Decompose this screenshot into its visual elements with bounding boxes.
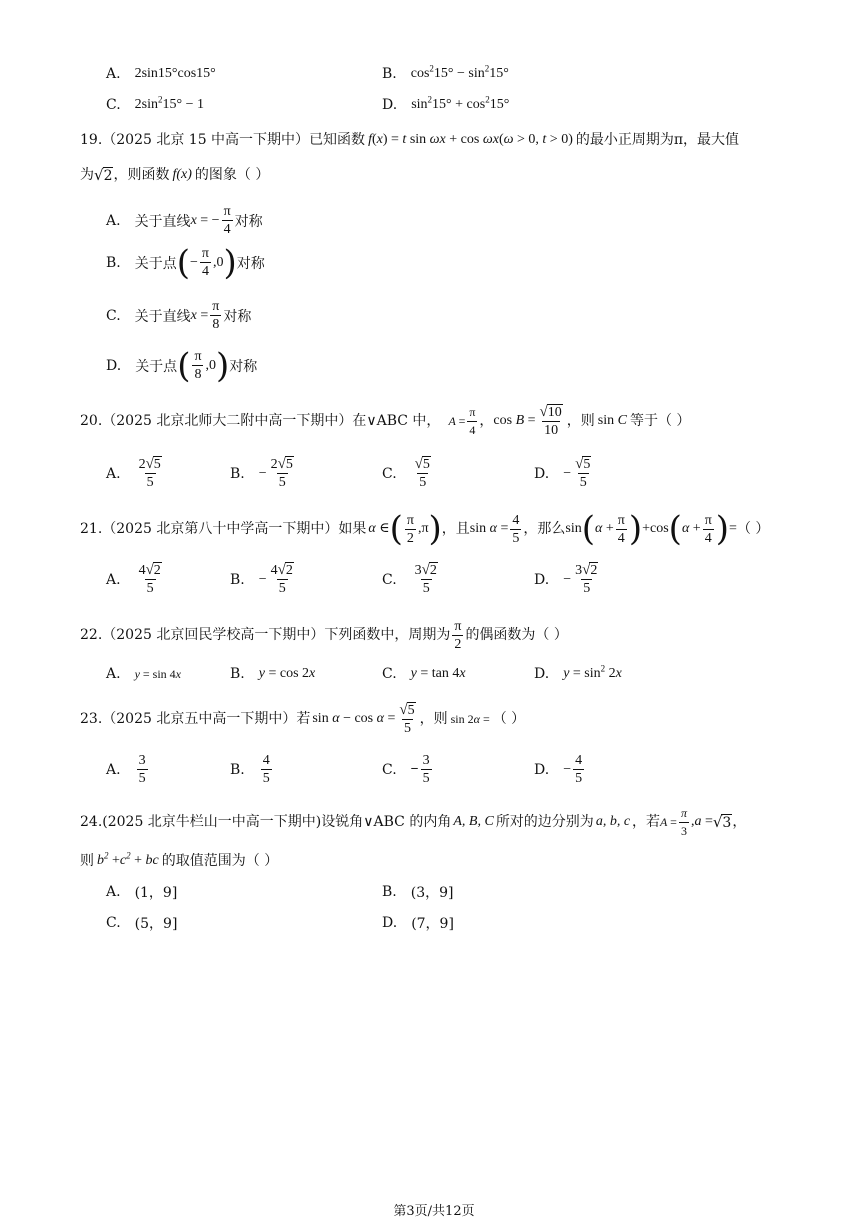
q18-option-b-text: $\cos^215^\circ - \sin^215^\circ$ [410,63,509,81]
q21-option-b: B. − 4 √ 2 5 [230,562,298,597]
q23-option-a: A. $\frac{3}{5}$ [106,753,146,786]
q21-option-d: D. − 3 √ 2 5 [534,562,602,597]
q24-angles: A, B, C [453,814,494,829]
q19-option-a-math: x = − [190,212,220,228]
q18-option-a-text: 2sin15°cos15° [134,66,216,81]
q20-cond1: A = [448,414,466,428]
q21-stem: 21. （2025 北京第八十中学高一下期中） 如果 α ∈ ( $\frac{\pi}{2}$ ,π ) ，且 sin α = $\frac{4}{5}$ ，那么 sin ( α + $\frac{\pi}{4}$ ) +cos ( α + $\frac{\pi}{4}$ ) = （ ） [80,509,770,549]
q21-option-d-math: 3 √ 2 5 [575,562,598,596]
q19-stem-line1: 19. （2025 北京 15 中高一下期中） 已知函数 f(x) = t sin ωx + cos ωx(ω > 0, t > 0) 的最小正周期为π，最大值 [80,132,740,148]
q20-option-c: C. √ 5 5 [382,456,435,491]
q20-option-d-math: √ 5 5 [575,456,591,490]
q21-cond1: α ∈ [368,521,390,536]
q19-option-d: D. 关于点 ( $\frac{\pi}{8}$ ,0 ) 对称 [106,345,258,386]
q22-option-a: A. y = sin 4x [106,666,181,682]
q21-option-a: A. 4 √ 2 5 [106,562,166,597]
q21-expr: sin [565,521,582,536]
q24-option-d: D. (7，9] [382,915,454,932]
q19-max-value: √ 2 [94,165,113,184]
q19-option-b: B. 关于点 ( − $\frac{\pi}{4}$ ,0 ) 对称 [106,242,265,283]
q18-option-c: C. $2\sin^215^\circ - 1$ [106,94,205,113]
q19-option-c-math: x = [190,307,209,323]
q19-function: f(x) = t sin ωx + cos ωx(ω > 0, t > 0) [368,132,573,147]
q20-option-b-math: 2 √ 5 5 [270,456,293,490]
q21-option-a-math: 4 √ 2 5 [138,562,161,596]
q23-option-d: D. − $\frac{4}{5}$ [534,753,583,786]
q22-option-d-math: $y = \sin^2 2x$ [563,663,622,681]
q20-stem: 20. （2025 北京北师大二附中高一下期中） 在∨ABC 中， A = $\frac{\pi}{4}$ ， cos B = √ 10 10 ，则 sin C 等于（ ） [80,403,691,438]
q24-cond: A = [660,815,677,829]
q24-option-c: C. (5，9] [106,915,178,932]
q23-option-a-math: $\frac{3}{5}$ [138,753,146,786]
q21-cond2: sin α = [469,521,509,536]
page-number: 第3页/共12页 [393,1204,475,1219]
q18-option-a: A. 2sin15°cos15° [106,66,216,82]
q24-stem-line1: 24. (2025 北京牛栏山一中高一下期中) 设锐角∨ABC 的内角 A, B, C 所对的边分别为 a, b, c ，若 A = $\frac{\pi}{3}$ ,a = √ 3 ， [80,805,747,838]
q18-option-d-text: $\sin^215^\circ + \cos^215^\circ$ [411,94,510,112]
q23-cond: sin α − cos α = [312,711,396,726]
q22-option-a-math: y = sin 4x [134,666,181,681]
q22-period: $\frac{\pi}{2}$ [454,618,462,652]
q19-fx: f(x) [172,167,192,182]
q20-cond2: cos B = [493,413,536,428]
q20-option-a-math: 2 √ 5 5 [138,456,161,490]
q20-target: sin C [597,413,627,428]
q23-option-c: C. − $\frac{3}{5}$ [382,753,430,786]
q24-stem-line2: 则 $b^2 +c^2$ + bc 的取值范围为（ ） [80,850,279,869]
q19-option-d-math: $\frac{\pi}{8}$ [194,349,202,382]
q23-target: sin 2α = [450,712,490,726]
q22-option-d: D. $y = \sin^2 2x$ [534,663,622,682]
q18-option-c-text: $2\sin^215^\circ - 1$ [134,94,205,112]
q22-option-c: C. y = tan 4x [382,666,466,682]
q21-option-b-math: 4 √ 2 5 [270,562,293,596]
q20-option-b: B. − 2 √ 5 5 [230,456,298,491]
q22-stem: 22. （2025 北京回民学校高一下期中） 下列函数中，周期为 $\frac{\pi}{2}$ 的偶函数为（ ） [80,618,568,652]
q19-option-a: A. 关于直线 x = − $\frac{\pi}{4}$ 对称 [106,204,263,237]
q21-option-c-math: 3 √ 2 5 [414,562,437,596]
q23-option-d-math: $\frac{4}{5}$ [575,753,583,786]
q19-option-b-math: − [190,254,198,270]
q22-option-b-math: y = cos 2x [258,666,316,681]
q18-option-b: B. $\cos^215^\circ - \sin^215^\circ$ [382,63,509,82]
q24-option-b: B. (3，9] [382,884,454,901]
q22-option-b: B. y = cos 2x [230,666,316,682]
q24-expr: $b^2 +c^2$ + bc [97,850,159,868]
q24-sides: a, b, c [595,814,631,829]
q22-option-c-math: y = tan 4x [410,666,466,681]
q20-option-a: A. 2 √ 5 5 [106,456,166,491]
q19-option-c: C. 关于直线 x = $\frac{\pi}{8}$ 对称 [106,299,252,332]
q23-stem: 23. （2025 北京五中高一下期中） 若 sin α − cos α = √ 5 5 ，则 sin 2α = （ ） [80,701,526,736]
q23-option-b-math: $\frac{4}{5}$ [262,753,270,786]
q24-option-a: A. (1，9] [106,884,178,901]
q23-option-b: B. $\frac{4}{5}$ [230,753,270,786]
q19-stem-line2: 为 √ 2 ，则函数 f(x) 的图象（ ） [80,165,270,184]
q23-option-c-math: $\frac{3}{5}$ [422,753,430,786]
q21-option-c: C. 3 √ 2 5 [382,562,442,597]
q20-option-d: D. − √ 5 5 [534,456,595,491]
q20-option-c-math: √ 5 5 [414,456,430,490]
q18-option-d: D. $\sin^215^\circ + \cos^215^\circ$ [382,94,510,113]
